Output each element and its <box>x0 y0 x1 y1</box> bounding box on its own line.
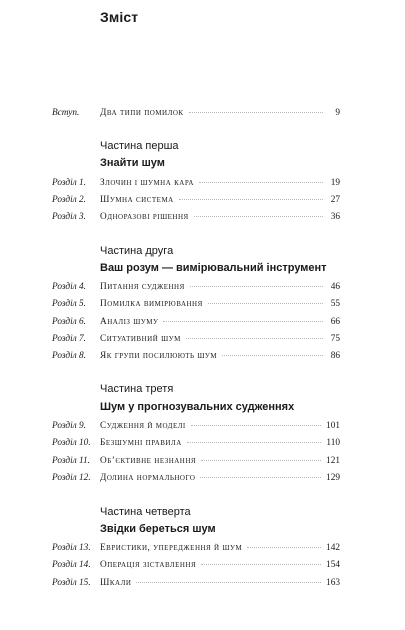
toc-entry-chapter-2[interactable] <box>52 193 340 207</box>
entry-number: Вступ. <box>52 108 80 118</box>
entry-name: Шкали <box>100 578 132 588</box>
entry-name: Злочин і шумна кара <box>100 178 194 188</box>
dot-leader <box>163 321 323 322</box>
toc-entry-chapter-5[interactable] <box>52 297 340 311</box>
entry-page: 55 <box>330 299 340 309</box>
entry-name: Одноразові рішення <box>100 212 189 222</box>
entry-name: Як групи посилюють шум <box>100 351 218 361</box>
dot-leader <box>187 442 322 443</box>
toc-entry-chapter-7[interactable] <box>52 332 340 346</box>
dot-leader <box>222 355 323 356</box>
entry-page: 121 <box>326 456 340 466</box>
page-title: Зміст <box>100 9 139 25</box>
part-3-title[interactable]: Шум у прогнозувальних судженнях <box>100 401 295 413</box>
entry-name: Аналіз шуму <box>100 317 159 327</box>
part-2-title[interactable]: Ваш розум — вимірювальний інструмент <box>100 262 327 274</box>
entry-page: 9 <box>335 108 340 118</box>
part-1-title[interactable]: Знайти шум <box>100 157 165 169</box>
dot-leader <box>247 547 321 548</box>
entry-page: 75 <box>330 334 340 344</box>
dot-leader <box>189 112 323 113</box>
toc-entry-chapter-6[interactable] <box>52 315 340 329</box>
toc-entry-chapter-8[interactable] <box>52 349 340 363</box>
toc-entry-chapter-13[interactable] <box>52 541 340 555</box>
toc-entry-chapter-9[interactable] <box>52 419 340 433</box>
dot-leader <box>186 338 323 339</box>
toc-entry-chapter-12[interactable] <box>52 471 340 485</box>
entry-number: Розділ 10. <box>52 438 91 448</box>
dot-leader <box>208 303 323 304</box>
entry-name: Долина нормального <box>100 473 196 483</box>
entry-number: Розділ 5. <box>52 299 87 309</box>
entry-name: Об’єктивне незнання <box>100 456 197 466</box>
entry-page: 142 <box>326 543 340 553</box>
entry-name: Безшумні правила <box>100 438 182 448</box>
entry-number: Розділ 8. <box>52 351 87 361</box>
dot-leader <box>201 460 321 461</box>
entry-number: Розділ 4. <box>52 282 87 292</box>
entry-number: Розділ 7. <box>52 334 87 344</box>
toc-entry-chapter-14[interactable] <box>52 558 340 572</box>
part-4-label: Частина четверта <box>100 506 191 518</box>
toc-entry-chapter-11[interactable] <box>52 454 340 468</box>
entry-page: 101 <box>326 421 340 431</box>
entry-name: Питання судження <box>100 282 185 292</box>
entry-page: 154 <box>326 560 340 570</box>
entry-name: Шумна система <box>100 195 174 205</box>
dot-leader <box>199 182 323 183</box>
part-3-label: Частина третя <box>100 383 174 395</box>
dot-leader <box>191 425 321 426</box>
entry-page: 86 <box>330 351 340 361</box>
toc-entry-intro[interactable] <box>52 106 340 120</box>
entry-name: Евристики, упередження й шум <box>100 543 243 553</box>
entry-number: Розділ 13. <box>52 543 91 553</box>
entry-page: 163 <box>326 578 340 588</box>
entry-number: Розділ 12. <box>52 473 91 483</box>
entry-name: Два типи помилок <box>100 108 184 118</box>
toc-entry-chapter-10[interactable] <box>52 436 340 450</box>
entry-page: 129 <box>326 473 340 483</box>
dot-leader <box>201 564 321 565</box>
part-2-label: Частина друга <box>100 245 174 257</box>
entry-number: Розділ 15. <box>52 578 91 588</box>
entry-name: Помилка вимірювання <box>100 299 203 309</box>
entry-number: Розділ 11. <box>52 456 90 466</box>
dot-leader <box>194 216 323 217</box>
entry-number: Розділ 2. <box>52 195 87 205</box>
entry-page: 36 <box>330 212 340 222</box>
toc-entry-chapter-4[interactable] <box>52 280 340 294</box>
entry-name: Операція зіставлення <box>100 560 197 570</box>
toc-entry-chapter-15[interactable] <box>52 576 340 590</box>
part-4-title[interactable]: Звідки береться шум <box>100 523 216 535</box>
entry-number: Розділ 9. <box>52 421 87 431</box>
entry-number: Розділ 14. <box>52 560 91 570</box>
entry-name: Ситуативний шум <box>100 334 181 344</box>
entry-number: Розділ 3. <box>52 212 87 222</box>
entry-name: Судження й моделі <box>100 421 186 431</box>
entry-page: 27 <box>330 195 340 205</box>
dot-leader <box>136 582 321 583</box>
part-1-label: Частина перша <box>100 140 179 152</box>
entry-number: Розділ 6. <box>52 317 87 327</box>
entry-page: 19 <box>330 178 340 188</box>
toc-entry-chapter-1[interactable] <box>52 176 340 190</box>
entry-page: 46 <box>330 282 340 292</box>
entry-page: 110 <box>326 438 340 448</box>
dot-leader <box>190 286 323 287</box>
toc-entry-chapter-3[interactable] <box>52 210 340 224</box>
entry-page: 66 <box>330 317 340 327</box>
dot-leader <box>200 477 321 478</box>
dot-leader <box>179 199 323 200</box>
entry-number: Розділ 1. <box>52 178 87 188</box>
